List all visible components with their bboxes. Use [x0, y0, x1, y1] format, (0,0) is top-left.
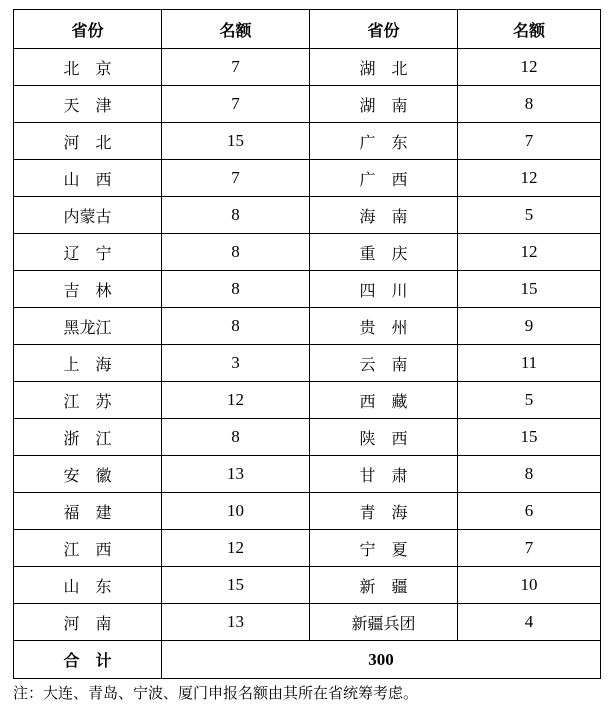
province-right: 四 川	[310, 271, 458, 308]
quota-left: 8	[162, 197, 310, 234]
table-row	[14, 345, 601, 382]
province-right: 甘 肃	[310, 456, 458, 493]
province-left: 河 南	[14, 604, 162, 641]
province-right: 新疆兵团	[310, 604, 458, 641]
province-left: 江 西	[14, 530, 162, 567]
quota-right: 15	[458, 271, 601, 308]
quota-right: 11	[458, 345, 601, 382]
table-row	[14, 308, 601, 345]
footnote: 注：大连、青岛、宁波、厦门申报名额由其所在省统筹考虑。	[13, 684, 419, 702]
quota-right: 7	[458, 123, 601, 160]
province-left: 黑龙江	[14, 308, 162, 345]
quota-left: 8	[162, 234, 310, 271]
province-left: 辽 宁	[14, 234, 162, 271]
header-quota-left: 名额	[162, 10, 310, 49]
quota-right: 12	[458, 49, 601, 86]
table-row	[14, 567, 601, 604]
quota-left: 8	[162, 419, 310, 456]
province-left: 浙 江	[14, 419, 162, 456]
province-left: 安 徽	[14, 456, 162, 493]
total-value: 300	[162, 641, 601, 679]
quota-left: 15	[162, 123, 310, 160]
table-row	[14, 456, 601, 493]
quota-right: 15	[458, 419, 601, 456]
total-label: 合 计	[14, 641, 162, 679]
province-right: 湖 北	[310, 49, 458, 86]
province-right: 云 南	[310, 345, 458, 382]
province-left: 内蒙古	[14, 197, 162, 234]
quota-right: 9	[458, 308, 601, 345]
province-right: 青 海	[310, 493, 458, 530]
province-left: 山 东	[14, 567, 162, 604]
quota-right: 8	[458, 86, 601, 123]
province-right: 西 藏	[310, 382, 458, 419]
quota-left: 7	[162, 49, 310, 86]
quota-left: 7	[162, 86, 310, 123]
quota-left: 7	[162, 160, 310, 197]
quota-left: 8	[162, 271, 310, 308]
province-right: 湖 南	[310, 86, 458, 123]
quota-table	[13, 9, 601, 679]
quota-left: 15	[162, 567, 310, 604]
table-row	[14, 123, 601, 160]
table-row	[14, 49, 601, 86]
province-right: 海 南	[310, 197, 458, 234]
province-left: 天 津	[14, 86, 162, 123]
table-row	[14, 160, 601, 197]
table-body	[14, 49, 601, 641]
header-province-left: 省份	[14, 10, 162, 49]
quota-right: 12	[458, 160, 601, 197]
province-left: 河 北	[14, 123, 162, 160]
table-row	[14, 530, 601, 567]
province-right: 广 西	[310, 160, 458, 197]
quota-right: 7	[458, 530, 601, 567]
table-row	[14, 271, 601, 308]
province-left: 江 苏	[14, 382, 162, 419]
header-row	[14, 10, 601, 49]
table-row	[14, 197, 601, 234]
quota-left: 13	[162, 604, 310, 641]
quota-left: 12	[162, 382, 310, 419]
table-row	[14, 493, 601, 530]
quota-right: 6	[458, 493, 601, 530]
table-row	[14, 419, 601, 456]
quota-right: 4	[458, 604, 601, 641]
quota-right: 12	[458, 234, 601, 271]
province-left: 福 建	[14, 493, 162, 530]
quota-right: 8	[458, 456, 601, 493]
province-right: 陕 西	[310, 419, 458, 456]
quota-left: 13	[162, 456, 310, 493]
quota-left: 12	[162, 530, 310, 567]
quota-left: 10	[162, 493, 310, 530]
province-left: 吉 林	[14, 271, 162, 308]
province-right: 贵 州	[310, 308, 458, 345]
table-row	[14, 86, 601, 123]
province-left: 上 海	[14, 345, 162, 382]
province-right: 新 疆	[310, 567, 458, 604]
quota-left: 3	[162, 345, 310, 382]
province-right: 重 庆	[310, 234, 458, 271]
quota-right: 10	[458, 567, 601, 604]
province-left: 山 西	[14, 160, 162, 197]
province-right: 宁 夏	[310, 530, 458, 567]
table-row	[14, 382, 601, 419]
quota-right: 5	[458, 382, 601, 419]
quota-left: 8	[162, 308, 310, 345]
province-left: 北 京	[14, 49, 162, 86]
table-row	[14, 234, 601, 271]
header-province-right: 省份	[310, 10, 458, 49]
quota-right: 5	[458, 197, 601, 234]
header-quota-right: 名额	[458, 10, 601, 49]
table-row	[14, 604, 601, 641]
total-row	[14, 641, 601, 679]
province-right: 广 东	[310, 123, 458, 160]
